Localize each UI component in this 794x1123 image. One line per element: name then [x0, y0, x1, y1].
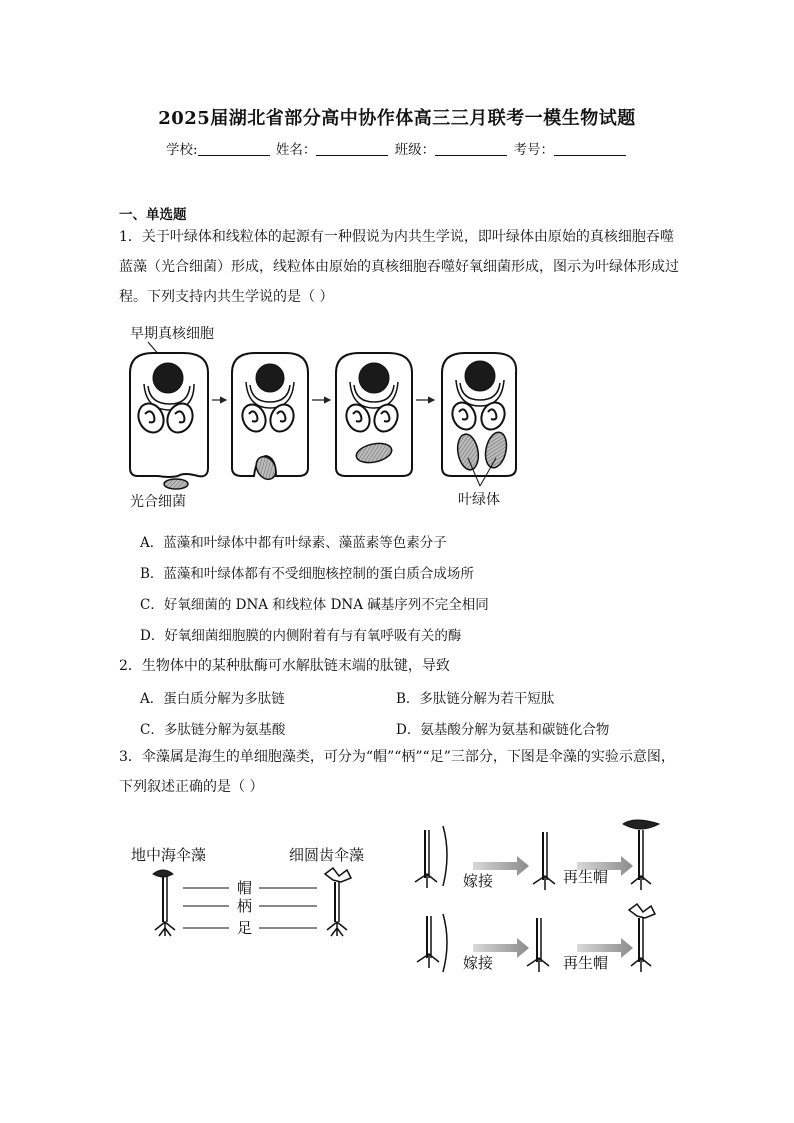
name-blank	[316, 142, 388, 156]
question-1-line-1: 1．关于叶绿体和线粒体的起源有一种假说为内共生学说，即叶绿体由原始的真核细胞吞噬	[119, 229, 674, 245]
question-1-stem	[119, 222, 679, 312]
cell-stage-3	[336, 353, 412, 476]
crenulata-alga	[325, 868, 351, 936]
label-regenerated-cap-bottom: 再生帽	[563, 954, 609, 972]
class-blank	[435, 142, 507, 156]
question-2-stem: 2．生物体中的某种肽酶可水解肽链末端的肽键，导致	[119, 658, 450, 674]
question-2-option-b[interactable]: B．多肽链分解为若干短肽	[396, 691, 555, 707]
student-info-line	[0, 138, 794, 158]
question-3-stem	[119, 742, 679, 802]
graft-experiment-top	[415, 820, 659, 890]
mediterranea-alga	[153, 870, 175, 936]
label-graft-bottom: 嫁接	[463, 954, 494, 972]
exam-number-blank	[554, 142, 626, 156]
question-2-option-c[interactable]: C．多肽链分解为氨基酸	[140, 722, 286, 738]
question-3-line-2: 下列叙述正确的是（ ）	[119, 779, 264, 795]
question-1-option-d[interactable]: D．好氧细菌细胞膜的内侧附着有与有氧呼吸有关的酶	[140, 628, 462, 644]
school-label: 学校:	[166, 142, 198, 158]
label-graft-top: 嫁接	[463, 872, 494, 890]
question-2-option-a[interactable]: A．蛋白质分解为多肽链	[140, 691, 285, 707]
cell-stage-4	[442, 353, 516, 486]
question-2-option-d[interactable]: D．氨基酸分解为氨基和碳链化合物	[396, 722, 610, 738]
label-photosynthetic-bacteria: 光合细菌	[130, 494, 186, 510]
graft-experiment-bottom	[417, 904, 655, 972]
exam-number-label: 考号：	[513, 142, 554, 158]
question-1-option-b[interactable]: B．蓝藻和叶绿体都有不受细胞核控制的蛋白质合成场所	[140, 566, 474, 582]
question-1-option-c[interactable]: C．好氧细菌的 DNA 和线粒体 DNA 碱基序列不完全相同	[140, 597, 489, 613]
label-foot: 足	[237, 919, 253, 937]
question-1-line-2: 蓝藻（光合细菌）形成，线粒体由原始的真核细胞吞噬好氧细菌形成，图示为叶绿体形成过	[119, 259, 679, 275]
cell-stage-2	[232, 353, 308, 483]
label-early-eukaryotic-cell: 早期真核细胞	[130, 326, 214, 342]
page-title: 2025届湖北省部分高中协作体高三三月联考一模生物试题	[158, 108, 636, 129]
school-blank	[198, 142, 270, 156]
cell-stage-1	[130, 353, 208, 489]
endosymbiosis-figure	[118, 318, 518, 518]
label-regenerated-cap-top: 再生帽	[563, 868, 609, 886]
section-heading: 一、单选题	[119, 207, 187, 223]
name-label: 姓名：	[275, 142, 317, 158]
label-stalk: 柄	[237, 897, 253, 915]
label-acetabularia-mediterranea: 地中海伞藻	[131, 846, 207, 864]
label-acetabularia-crenulata: 细圆齿伞藻	[289, 846, 365, 864]
question-1-option-a[interactable]: A．蓝藻和叶绿体中都有叶绿素、藻蓝素等色素分子	[140, 535, 447, 551]
label-cap: 帽	[237, 879, 253, 897]
question-1-line-3: 程。下列支持内共生学说的是（ ）	[119, 289, 334, 305]
question-3-line-1: 3．伞藻属是海生的单细胞藻类，可分为“帽”“柄”“足”三部分，下图是伞藻的实验示意图，	[119, 749, 675, 765]
class-label: 班级：	[394, 142, 436, 158]
label-chloroplast: 叶绿体	[458, 492, 500, 508]
acetabularia-figure	[125, 818, 675, 988]
